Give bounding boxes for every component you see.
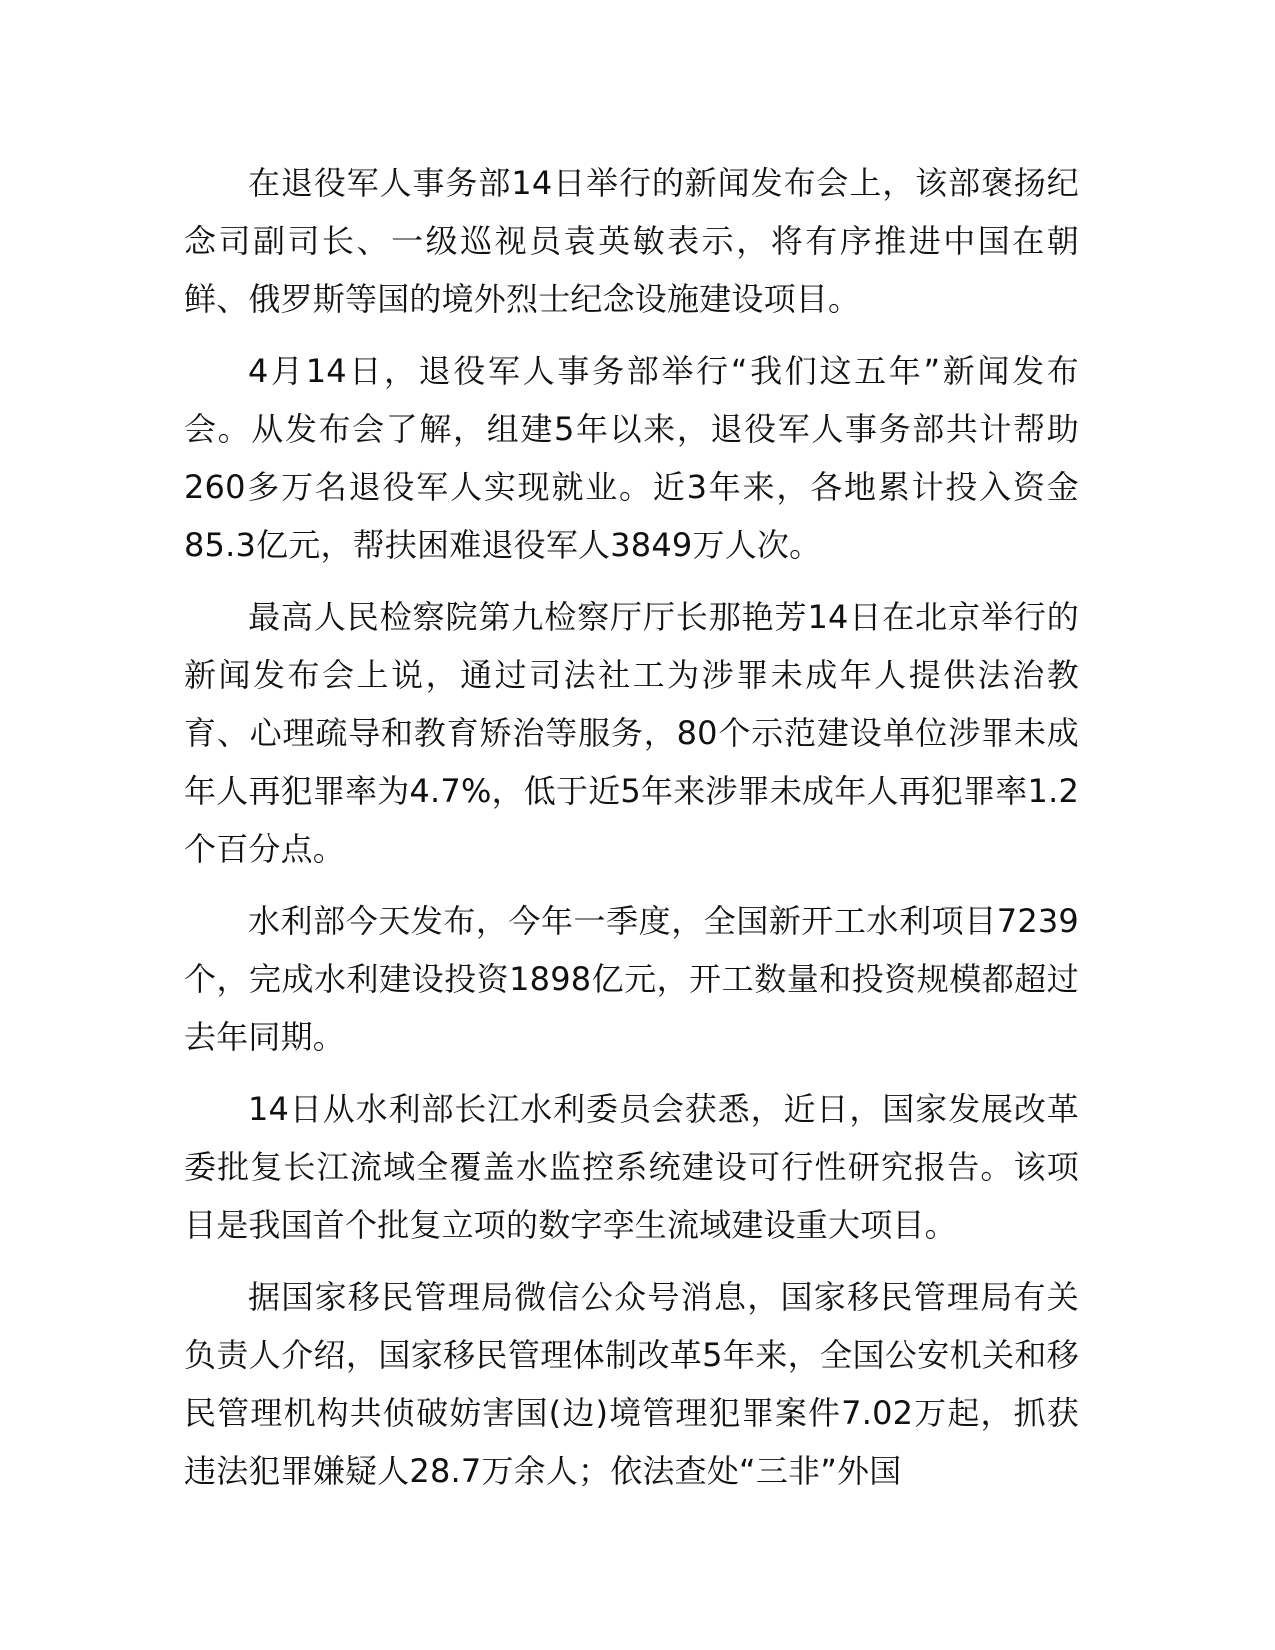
paragraph-veterans-memorial: 在退役军人事务部14日举行的新闻发布会上，该部褒扬纪念司副司长、一级巡视员袁英敏表示，将有序推进中国在朝鲜、俄罗斯等国的境外烈士纪念设施建设项目。 xyxy=(184,164,1079,318)
paragraph-water-projects: 水利部今天发布，今年一季度，全国新开工水利项目7239个，完成水利建设投资1898亿元，开工数量和投资规模都超过去年同期。 xyxy=(184,902,1079,1056)
paragraph-immigration-management: 据国家移民管理局微信公众号消息，国家移民管理局有关负责人介绍，国家移民管理体制改革5年来，全国公安机关和移民管理机构共侦破妨害国(边)境管理犯罪案件7.02万起，抓获违法犯罪嫌疑人28.7万余人；依法查处“三非”外国 xyxy=(184,1278,1079,1490)
paragraph-veterans-employment: 4月14日，退役军人事务部举行“我们这五年”新闻发布会。从发布会了解，组建5年以来，退役军人事务部共计帮助260多万名退役军人实现就业。近3年来，各地累计投入资金85.3亿元，帮扶困难退役军人3849万人次。 xyxy=(184,352,1079,564)
paragraph-juvenile-crime: 最高人民检察院第九检察厅厅长那艳芳14日在北京举行的新闻发布会上说，通过司法社工为涉罪未成年人提供法治教育、心理疏导和教育矫治等服务，80个示范建设单位涉罪未成年人再犯罪率为4.7%，低于近5年来涉罪未成年人再犯罪率1.2个百分点。 xyxy=(184,598,1079,868)
document-body xyxy=(184,154,1079,1514)
paragraph-yangtze-monitoring: 14日从水利部长江水利委员会获悉，近日，国家发展改革委批复长江流域全覆盖水监控系统建设可行性研究报告。该项目是我国首个批复立项的数字孪生流域建设重大项目。 xyxy=(184,1090,1079,1244)
